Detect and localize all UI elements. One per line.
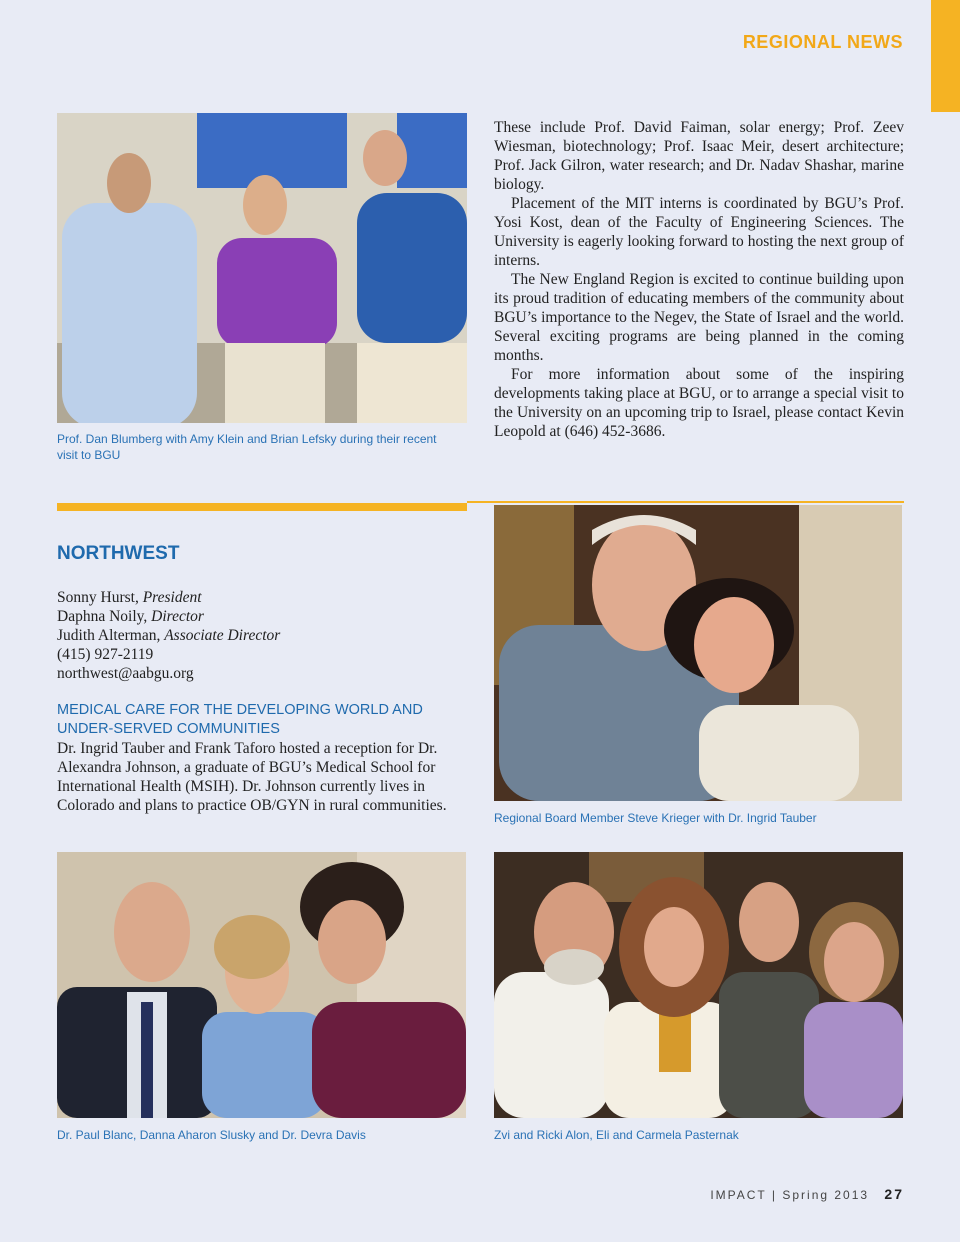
- photo-caption: Zvi and Ricki Alon, Eli and Carmela Pasternak: [494, 1128, 739, 1142]
- contact-block: [57, 588, 280, 683]
- photo-caption: Prof. Dan Blumberg with Amy Klein and Brian Lefsky during their recent visit to BGU: [57, 432, 437, 462]
- page-number: 27: [884, 1186, 904, 1202]
- contact-email: northwest@aabgu.org: [57, 665, 194, 682]
- article-paragraph: These include Prof. David Faiman, solar energy; Prof. Zeev Wiesman, biotechnology; Prof. Isaac Meir, desert architecture; Prof. Jack Gilron, water research; and Dr. Nadav Shashar, marine biology.: [494, 119, 904, 193]
- region-heading: NORTHWEST: [57, 543, 180, 564]
- publication-name: IMPACT: [710, 1188, 767, 1202]
- article-paragraph: Placement of the MIT interns is coordinated by BGU’s Prof. Yosi Kost, dean of the Faculty of Engineering Sciences. The University is eagerly looking forward to hosting the next group of interns.: [494, 195, 904, 269]
- story-headline: MEDICAL CARE FOR THE DEVELOPING WORLD AND UNDER-SERVED COMMUNITIES: [57, 702, 423, 737]
- contact-phone: (415) 927-2119: [57, 646, 154, 663]
- photo-caption: Regional Board Member Steve Krieger with Dr. Ingrid Tauber: [494, 811, 817, 825]
- section-divider-thick: [57, 503, 467, 511]
- footer-separator: |: [771, 1188, 778, 1202]
- story-body: Dr. Ingrid Tauber and Frank Taforo hosted a reception for Dr. Alexandra Johnson, a graduate of BGU’s Medical School for International Health (MSIH). Dr. Johnson currently lives in Colorado and plans to practice OB/GYN in rural communities.: [57, 740, 447, 814]
- page-footer: [710, 1186, 904, 1202]
- photo-caption: Dr. Paul Blanc, Danna Aharon Slusky and Dr. Devra Davis: [57, 1128, 366, 1142]
- article-paragraph: The New England Region is excited to continue building upon its proud tradition of educating members of the community about BGU’s importance to the Negev, the State of Israel and the world. Several exciting programs are being planned in the coming months.: [494, 271, 904, 364]
- article-paragraph: For more information about some of the inspiring developments taking place at BGU, or to arrange a special visit to the University on an upcoming trip to Israel, please contact Kevin Leopold at (646) 452-3686.: [494, 366, 904, 440]
- issue-label: Spring 2013: [782, 1188, 870, 1202]
- photo-alon-pasternak: [494, 852, 903, 1118]
- contact-line: Daphna Noily, Director: [57, 608, 204, 625]
- section-divider-thin: [467, 501, 904, 503]
- contact-line: Sonny Hurst, President: [57, 589, 202, 606]
- article-continued: [494, 118, 904, 441]
- contact-line: Judith Alterman, Associate Director: [57, 627, 281, 644]
- section-tab-marker: [931, 0, 960, 112]
- photo-blumberg-klein-lefsky: [57, 113, 467, 423]
- section-label: REGIONAL NEWS: [742, 32, 903, 52]
- photo-krieger-tauber: [494, 505, 902, 801]
- photo-blanc-slusky-davis: [57, 852, 466, 1118]
